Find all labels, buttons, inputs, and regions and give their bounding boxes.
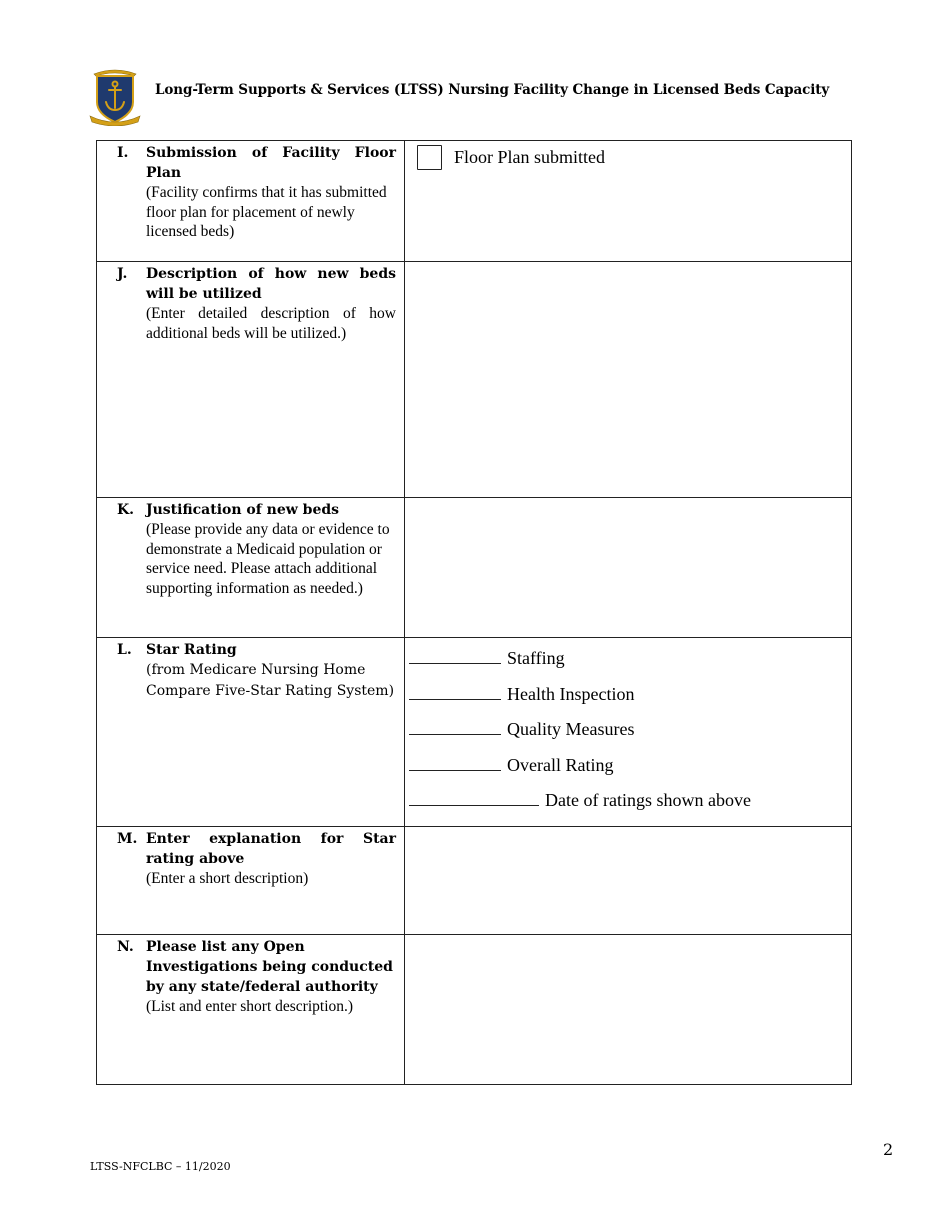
- section-j-row: [97, 262, 852, 498]
- floor-plan-checkbox[interactable]: [417, 145, 442, 170]
- star-rating-fields: [405, 638, 852, 827]
- open-investigations-field[interactable]: [405, 934, 852, 1084]
- section-letter: K.: [117, 502, 135, 518]
- section-description: (Facility confirms that it has submitted floor plan for placement of newly licensed beds): [146, 184, 387, 240]
- section-l-row: [97, 638, 852, 827]
- staffing-rating-input[interactable]: [409, 649, 501, 664]
- quality-measures-rating-input[interactable]: [409, 720, 501, 735]
- state-seal-logo: [88, 66, 142, 126]
- rating-row-date: [409, 790, 851, 826]
- section-letter: M.: [117, 830, 138, 847]
- health-inspection-rating-input[interactable]: [409, 685, 501, 700]
- section-title: Submission of Facility Floor Plan: [146, 145, 396, 181]
- rating-row-staffing: [409, 648, 851, 684]
- rating-label: Overall Rating: [507, 754, 614, 775]
- section-k-row: [97, 498, 852, 638]
- document-title: Long-Term Supports & Services (LTSS) Nursing Facility Change in Licensed Beds Capacity: [155, 82, 830, 98]
- overall-rating-input[interactable]: [409, 756, 501, 771]
- rating-label: Quality Measures: [507, 719, 635, 739]
- star-rating-explanation-field[interactable]: [405, 826, 852, 934]
- ratings-date-input[interactable]: [409, 791, 539, 806]
- section-m-row: [97, 826, 852, 934]
- utilization-description-field[interactable]: [405, 262, 852, 498]
- floor-plan-checkbox-label: Floor Plan submitted: [454, 147, 606, 167]
- section-description: (Enter a short description): [146, 869, 309, 887]
- section-i-field: [405, 141, 852, 262]
- section-description: (Enter detailed description of how additional beds will be utilized.): [146, 305, 396, 342]
- page-number: 2: [883, 1140, 894, 1159]
- section-letter: L.: [117, 642, 132, 658]
- rating-row-quality-measures: [409, 719, 851, 755]
- rating-row-health-inspection: [409, 684, 851, 720]
- section-title: Star Rating: [146, 642, 237, 658]
- justification-field[interactable]: [405, 498, 852, 638]
- section-title: Description of how new beds will be utilized: [146, 266, 396, 302]
- section-letter: J.: [117, 266, 128, 282]
- rating-label: Staffing: [507, 648, 565, 668]
- rating-row-overall: [409, 755, 851, 791]
- rating-label: Health Inspection: [507, 683, 635, 704]
- section-description: (from Medicare Nursing Home Compare Five-Star Rating System): [146, 662, 395, 699]
- section-n-row: [97, 934, 852, 1084]
- section-title: Enter explanation for Star rating above: [146, 830, 396, 867]
- form-table: [96, 140, 852, 1085]
- section-title: Please list any Open Investigations being conducted by any state/federal authority: [146, 938, 393, 995]
- section-letter: I.: [117, 145, 129, 161]
- form-code: LTSS-NFCLBC – 11/2020: [90, 1160, 231, 1173]
- section-description: (Please provide any data or evidence to demonstrate a Medicaid population or service need. Please attach additional supporting information as needed.): [146, 521, 390, 597]
- section-i-row: [97, 141, 852, 262]
- section-letter: N.: [117, 938, 134, 955]
- section-title: Justification of new beds: [146, 502, 340, 518]
- section-description: (List and enter short description.): [146, 997, 354, 1015]
- date-label: Date of ratings shown above: [545, 790, 751, 810]
